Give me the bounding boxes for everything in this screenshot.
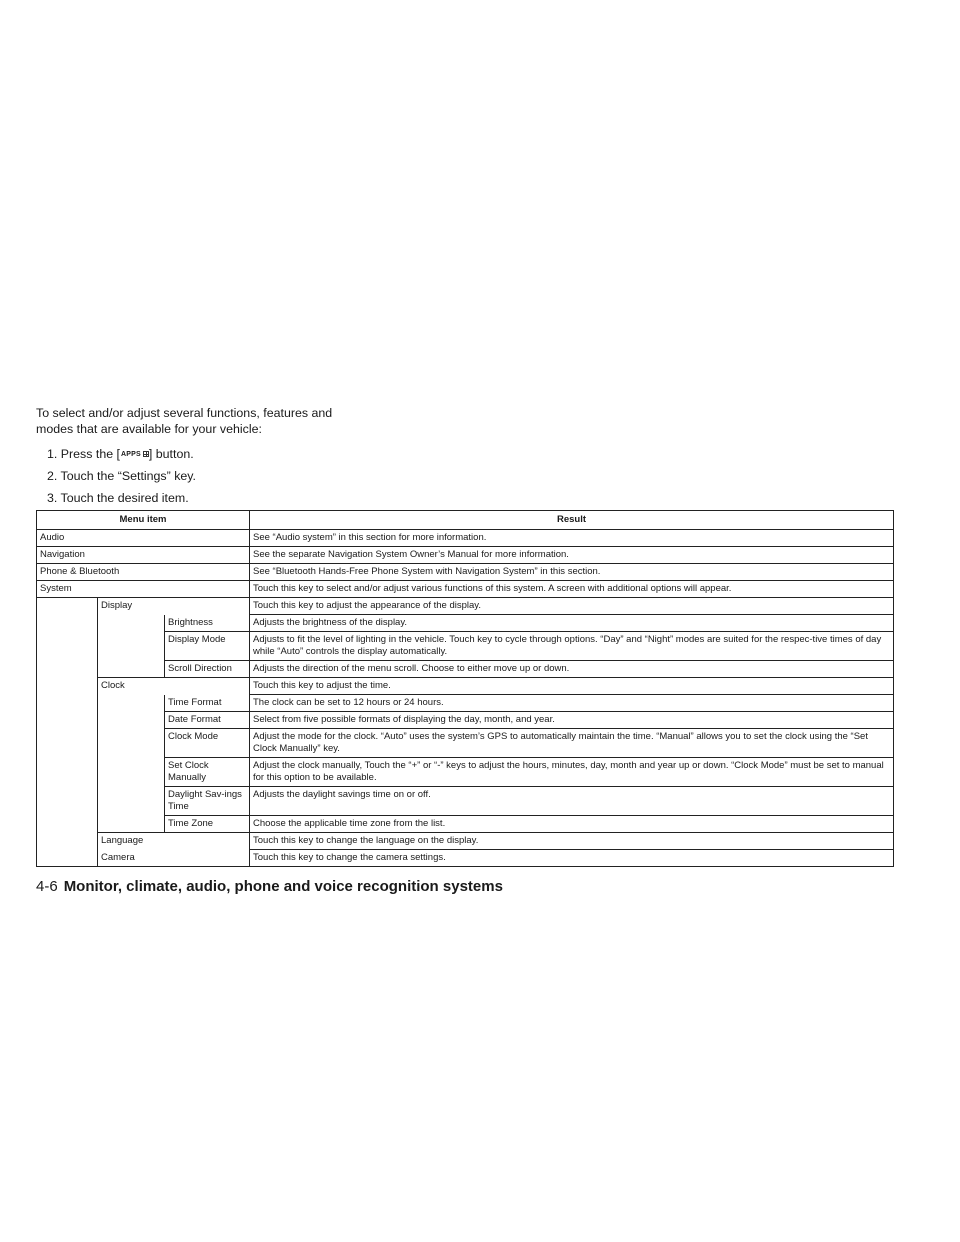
table-row (37, 850, 894, 867)
indent-cell (37, 833, 98, 850)
table-row (37, 816, 894, 833)
result-camera: Touch this key to change the camera settings. (250, 850, 894, 867)
menu-item-phone-bluetooth: Phone & Bluetooth (37, 564, 250, 581)
menu-item-daylight-savings: Daylight Sav-ings Time (165, 787, 250, 816)
result-clock-mode: Adjust the mode for the clock. “Auto” uses the system’s GPS to automatically maintain the time. “Manual” allows you to set the clock using the “Set Clock Manually” key. (250, 729, 894, 758)
indent-cell (98, 729, 165, 758)
table-row (37, 729, 894, 758)
result-phone-bluetooth: See “Bluetooth Hands-Free Phone System with Navigation System” in this section. (250, 564, 894, 581)
indent-cell (37, 850, 98, 867)
menu-item-audio: Audio (37, 530, 250, 547)
table-row (37, 678, 894, 695)
result-brightness: Adjusts the brightness of the display. (250, 615, 894, 632)
table-row (37, 581, 894, 598)
indent-cell (37, 712, 98, 729)
table-row (37, 712, 894, 729)
result-audio: See “Audio system” in this section for more information. (250, 530, 894, 547)
indent-cell (98, 632, 165, 661)
menu-item-scroll-direction: Scroll Direction (165, 661, 250, 678)
step-1-prefix: 1. Press the [ (47, 447, 121, 461)
menu-item-brightness: Brightness (165, 615, 250, 632)
table-row (37, 530, 894, 547)
menu-item-time-format: Time Format (165, 695, 250, 712)
apps-button-label: APPS (121, 451, 141, 458)
result-daylight-savings: Adjusts the daylight savings time on or off. (250, 787, 894, 816)
page-number: 4-6 (36, 878, 58, 895)
menu-item-display: Display (98, 598, 250, 615)
result-system: Touch this key to select and/or adjust various functions of this system. A screen with additional options will appear. (250, 581, 894, 598)
result-display: Touch this key to adjust the appearance of the display. (250, 598, 894, 615)
indent-cell (98, 712, 165, 729)
intro-paragraph: To select and/or adjust several functions, features and modes that are available for your vehicle: (36, 406, 333, 436)
table-row (37, 598, 894, 615)
indent-cell (37, 598, 98, 615)
table-row (37, 661, 894, 678)
result-clock: Touch this key to adjust the time. (250, 678, 894, 695)
table-row (37, 695, 894, 712)
table-row (37, 547, 894, 564)
menu-item-language: Language (98, 833, 250, 850)
menu-item-navigation: Navigation (37, 547, 250, 564)
menu-item-clock: Clock (98, 678, 250, 695)
table-row (37, 615, 894, 632)
table-row (37, 632, 894, 661)
result-time-format: The clock can be set to 12 hours or 24 hours. (250, 695, 894, 712)
indent-cell (37, 661, 98, 678)
menu-item-set-clock-manually: Set Clock Manually (165, 758, 250, 787)
indent-cell (37, 816, 98, 833)
result-language: Touch this key to change the language on the display. (250, 833, 894, 850)
indent-cell (98, 661, 165, 678)
menu-item-date-format: Date Format (165, 712, 250, 729)
header-result: Result (250, 511, 894, 530)
result-set-clock-manually: Adjust the clock manually, Touch the “+” or “-” keys to adjust the hours, minutes, day, month and year up or down. “Clock Mode” must be set to manual for this option to be available. (250, 758, 894, 787)
section-title: Monitor, climate, audio, phone and voice recognition systems (63, 878, 503, 895)
result-time-zone: Choose the applicable time zone from the list. (250, 816, 894, 833)
steps-list (47, 446, 196, 512)
result-date-format: Select from five possible formats of displaying the day, month, and year. (250, 712, 894, 729)
menu-item-camera: Camera (98, 850, 250, 867)
menu-item-display-mode: Display Mode (165, 632, 250, 661)
header-menu-item: Menu item (37, 511, 250, 530)
table-header-row (37, 511, 894, 530)
indent-cell (98, 695, 165, 712)
indent-cell (37, 678, 98, 695)
result-navigation: See the separate Navigation System Owner’s Manual for more information. (250, 547, 894, 564)
table-row (37, 564, 894, 581)
step-2: 2. Touch the “Settings” key. (47, 469, 196, 483)
step-1 (47, 446, 196, 468)
indent-cell (37, 758, 98, 787)
menu-item-clock-mode: Clock Mode (165, 729, 250, 758)
indent-cell (98, 816, 165, 833)
indent-cell (37, 615, 98, 632)
indent-cell (98, 758, 165, 787)
indent-cell (37, 787, 98, 816)
step-1-suffix: ] button. (148, 447, 194, 461)
settings-menu-table (36, 510, 894, 867)
result-scroll-direction: Adjusts the direction of the menu scroll. Choose to either move up or down. (250, 661, 894, 678)
table-row (37, 833, 894, 850)
page-footer (36, 878, 503, 895)
indent-cell (37, 695, 98, 712)
indent-cell (37, 729, 98, 758)
step-3: 3. Touch the desired item. (47, 491, 189, 505)
result-display-mode: Adjusts to fit the level of lighting in the vehicle. Touch key to cycle through options. “Day” and “Night” modes are suited for the respec-tive times of day while “Auto” controls the display automatically. (250, 632, 894, 661)
menu-item-time-zone: Time Zone (165, 816, 250, 833)
indent-cell (37, 632, 98, 661)
indent-cell (98, 787, 165, 816)
table-row (37, 758, 894, 787)
indent-cell (98, 615, 165, 632)
menu-item-system: System (37, 581, 250, 598)
table-row (37, 787, 894, 816)
